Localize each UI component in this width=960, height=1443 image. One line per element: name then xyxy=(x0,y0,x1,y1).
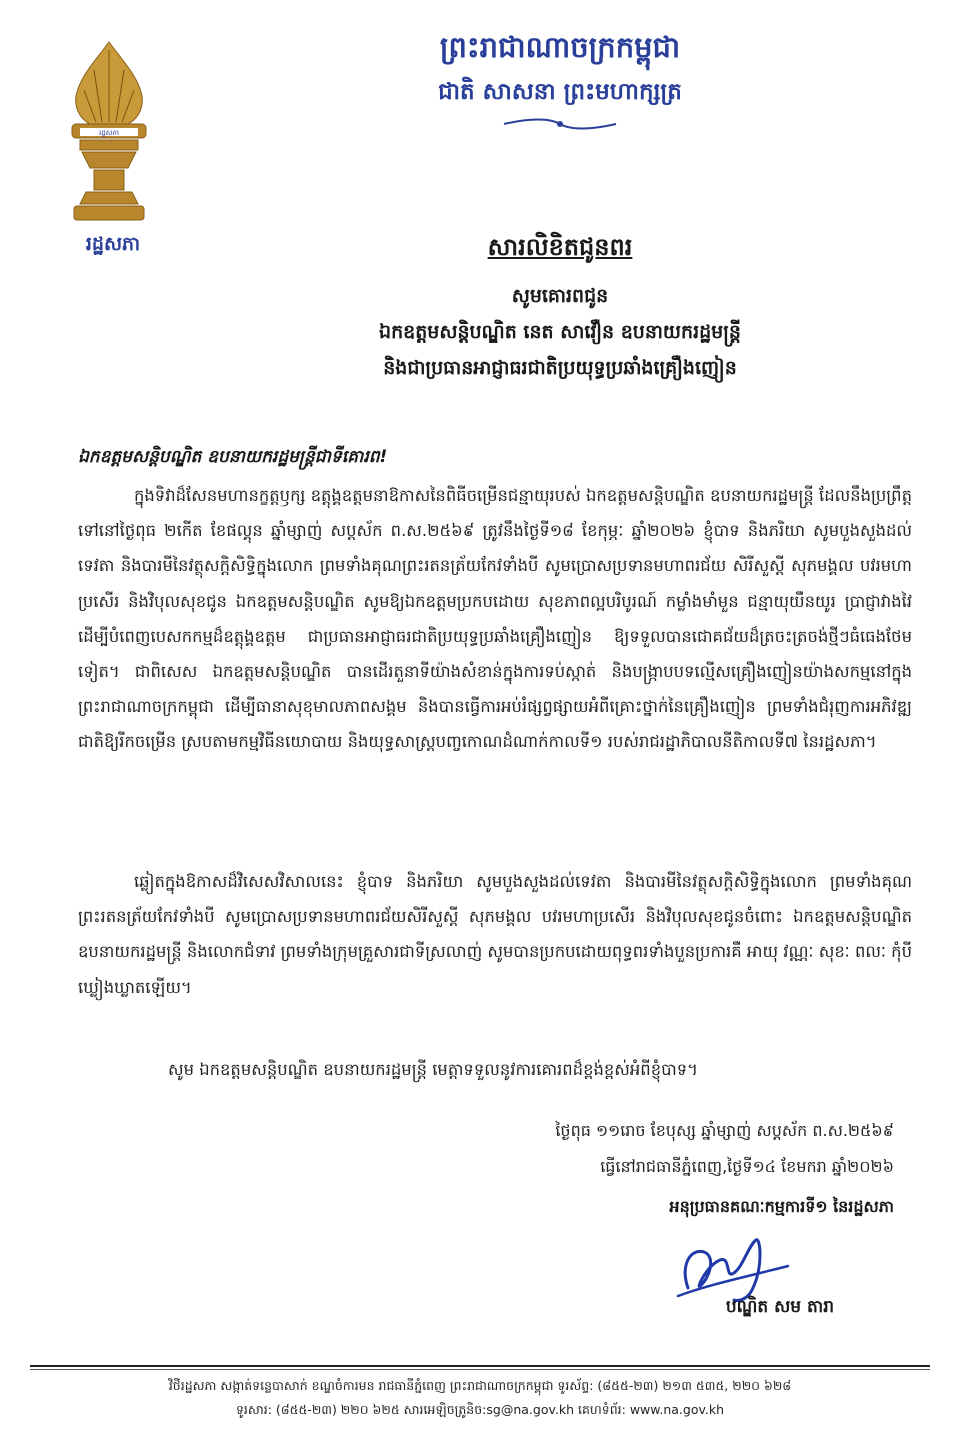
national-motto-nation-religion-king: ជាតិ សាសនា ព្រះមហាក្សត្រ xyxy=(438,79,682,105)
national-assembly-emblem-icon xyxy=(66,40,152,226)
body-paragraph-1: ក្នុងទិវាដ៏សែនមហានក្ខត្តឫក្ស ឧត្តុង្គឧត្តមនាឱកាសនៃពិធីចម្រើនជន្មាយុរបស់ ឯកឧត្តមសន្តិបណ្ឌិត ឧបនាយករដ្ឋមន្ត្រី ដែលនឹងប្រព្រឹត្តទៅនៅថ្ងៃពុធ ២កើត ខែផល្គុន ឆ្នាំម្សាញ់ សប្តស័ក ព.ស.២៥៦៩ ត្រូវនឹងថ្ងៃទី១៨ ខែកុម្ភៈ ឆ្នាំ២០២៦ ខ្ញុំបាទ និងភរិយា សូមបួងសួងដល់ទេវតា និងបារមីនៃវត្ថុសក្តិសិទ្ធិក្នុងលោក ព្រមទាំងគុណព្រះរតនត្រ័យកែវទាំងបី សូមប្រោសប្រទានមហាពរជ័យ សិរីសួស្តី សុភមង្គល បវរមហាប្រសើរ និងវិបុលសុខជូន ឯកឧត្តមសន្តិបណ្ឌិត សូមឱ្យឯកឧត្តមប្រកបដោយ សុខភាពល្អបរិបូរណ៍ កម្លាំងមាំមួន ជន្មាយុយឺនយូរ ប្រាជ្ញាវាងវៃ ដើម្បីបំពេញបេសកកម្មដ៏ឧត្តុង្គឧត្តម ជាប្រធានអាជ្ញាធរជាតិប្រយុទ្ធប្រឆាំងគ្រឿងញៀន ឱ្យទទួលបានជោគជ័យដ៏ត្រចះត្រចង់ថ្មីៗធំធេងថែមទៀត។ ជាពិសេស ឯកឧត្តមសន្តិបណ្ឌិត បានដើរតួនាទីយ៉ាងសំខាន់ក្នុងការទប់ស្កាត់ និងបង្ក្រាបបទល្មើសគ្រឿងញៀនយ៉ាងសកម្មនៅក្នុងព្រះរាជាណាចក្រកម្ពុជា ដើម្បីធានាសុខុមាលភាពសង្គម និងបានធ្វើការអប់រំផ្សព្វផ្សាយអំពីគ្រោះថ្នាក់នៃគ្រឿងញៀន ព្រមទាំងជំរុញការអភិវឌ្ឍជាតិឱ្យរីកចម្រើន ស្របតាមកម្មវិធីនយោបាយ និងយុទ្ធសាស្ត្របញ្ចកោណដំណាក់កាលទី១ របស់រាជរដ្ឋាភិបាលនីតិកាលទី៧ នៃរដ្ឋសភា។ xyxy=(78,486,912,752)
document-title: សារលិខិតជូនពរ xyxy=(487,233,633,261)
subtitle-recipient-role: និងជាប្រធានអាជ្ញាធរជាតិប្រយុទ្ធប្រឆាំងគ្រឿងញៀន xyxy=(383,357,737,379)
subtitle-respectfully-to: សូមគោរពជូន xyxy=(511,285,609,307)
motto-ornament-icon xyxy=(500,116,620,132)
footer-divider-thin xyxy=(30,1369,930,1370)
salutation: ឯកឧត្តមសន្តិបណ្ឌិត ឧបនាយករដ្ឋមន្ត្រីជាទីគោរព! xyxy=(78,447,388,467)
svg-text:រដ្ឋសភា: រដ្ឋសភា xyxy=(99,129,119,137)
signer-name: បណ្ឌិត សម តារា xyxy=(725,1297,834,1317)
organization-name: រដ្ឋសភា xyxy=(85,233,141,255)
signer-title: អនុប្រធានគណៈកម្មការទី១ នៃរដ្ឋសភា xyxy=(669,1197,894,1216)
place-and-date: ធ្វើនៅរាជធានីភ្នំពេញ,ថ្ងៃទី១៤ ខែមករា ឆ្នាំ២០២៦ xyxy=(600,1157,894,1176)
footer-divider xyxy=(30,1365,930,1367)
body-paragraph-2: ឆ្លៀតក្នុងឱកាសដ៏វិសេសវិសាលនេះ ខ្ញុំបាទ និងភរិយា សូមបួងសួងដល់ទេវតា និងបារមីនៃវត្ថុសក្តិសិទ្ធិក្នុងលោក ព្រមទាំងគុណព្រះរតនត្រ័យកែវទាំងបី សូមប្រោសប្រទានមហាពរជ័យសិរីសួស្តី សុភមង្គល បវរមហាប្រសើរ និងវិបុលសុខជូនចំពោះ ឯកឧត្តមសន្តិបណ្ឌិត ឧបនាយករដ្ឋមន្ត្រី និងលោកជំទាវ ព្រមទាំងក្រុមគ្រួសារជាទីស្រលាញ់ សូមបានប្រកបដោយពុទ្ធពរទាំងបួនប្រការគឺ អាយុ វណ្ណៈ សុខៈ ពលៈ កុំបីឃ្លៀងឃ្លាតឡើយ។ xyxy=(78,872,912,997)
subtitle-recipient-name: ឯកឧត្តមសន្តិបណ្ឌិត នេត សាវឿន ឧបនាយករដ្ឋមន្ត្រី xyxy=(379,321,741,343)
national-motto-kingdom: ព្រះរាជាណាចក្រកម្ពុជា xyxy=(439,30,681,64)
closing-paragraph: សូម ឯកឧត្តមសន្តិបណ្ឌិត ឧបនាយករដ្ឋមន្ត្រី មេត្តាទទួលនូវការគោរពដ៏ខ្ពង់ខ្ពស់អំពីខ្ញុំបាទ។ xyxy=(168,1060,698,1079)
footer-contact: ទូរសារ: (៨៥៥-២៣) ២២០ ៦២៥ សារអេឡិចត្រូនិច:sg@na.gov.kh គេហទំព័រ: www.na.gov.kh xyxy=(235,1402,725,1417)
lunar-date: ថ្ងៃពុធ ១១រោច ខែបុស្ស ឆ្នាំម្សាញ់ សប្តស័ក ព.ស.២៥៦៩ xyxy=(555,1121,894,1140)
footer-address: វិថីរដ្ឋសភា សង្កាត់ទន្លេបាសាក់ ខណ្ឌចំការមន រាជធានីភ្នំពេញ ព្រះរាជាណាចក្រកម្ពុជា ទូរស័ព្ទ: (៨៥៥-២៣) ២១៣ ៥៣៥, ២២០ ៦២៨ xyxy=(168,1378,792,1393)
